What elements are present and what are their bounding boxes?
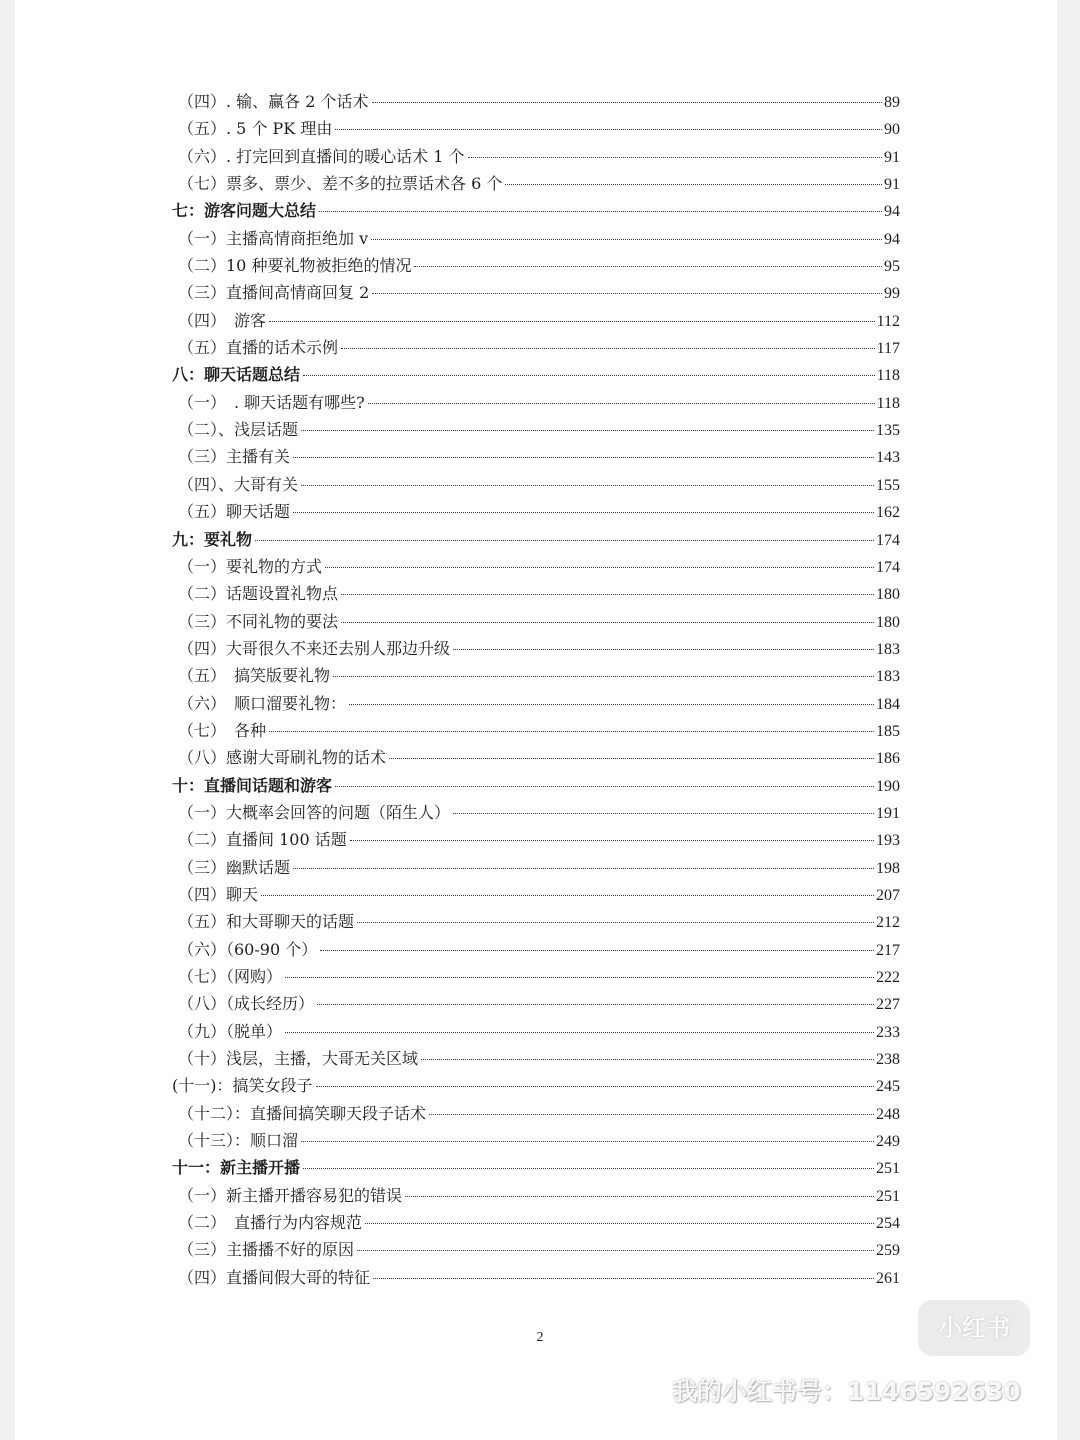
toc-entry-title: （七） 各种: [178, 720, 267, 740]
toc-entry[interactable]: [172, 1072, 900, 1099]
dot-leader: [468, 157, 882, 158]
toc-entry-page: 185: [876, 722, 900, 740]
toc-entry[interactable]: [172, 963, 900, 990]
dot-leader: [255, 540, 874, 541]
dot-leader: [505, 184, 882, 185]
toc-entry[interactable]: [172, 936, 900, 963]
toc-entry-page: 193: [876, 832, 900, 850]
toc-entry-page: 99: [884, 285, 900, 303]
xiaohongshu-logo: 小红书: [918, 1300, 1030, 1356]
toc-entry-title: （三）主播有关: [178, 447, 291, 467]
toc-entry[interactable]: [172, 553, 900, 580]
toc-entry[interactable]: [172, 662, 900, 689]
dot-leader: [293, 512, 874, 513]
toc-entry-page: 118: [876, 394, 900, 412]
toc-entry-title: （八）感谢大哥刷礼物的话术: [178, 748, 387, 768]
toc-entry-page: 259: [876, 1242, 900, 1260]
toc-entry[interactable]: [172, 1127, 900, 1154]
toc-entry-page: 162: [876, 504, 900, 522]
toc-entry[interactable]: [172, 908, 900, 935]
toc-entry-page: 249: [876, 1133, 900, 1151]
toc-entry-page: 180: [876, 613, 900, 631]
dot-leader: [357, 922, 874, 923]
dot-leader: [301, 1141, 874, 1142]
toc-entry-title: (十一)：搞笑女段子: [172, 1076, 313, 1096]
dot-leader: [373, 1278, 874, 1279]
dot-leader: [285, 977, 874, 978]
toc-entry[interactable]: [172, 416, 900, 443]
toc-entry-title: （六）. 打完回到直播间的暖心话术 1 个: [178, 146, 465, 166]
toc-entry[interactable]: [172, 990, 900, 1017]
toc-entry[interactable]: [172, 690, 900, 717]
dot-leader: [269, 321, 875, 322]
toc-entry-title: （七）（网购）: [178, 967, 283, 986]
dot-leader: [269, 731, 874, 732]
table-of-contents: [172, 88, 900, 1291]
dot-leader: [317, 1004, 874, 1005]
toc-entry[interactable]: [172, 225, 900, 252]
dot-leader: [429, 1114, 874, 1115]
toc-entry[interactable]: [172, 1236, 900, 1263]
toc-section-heading[interactable]: [172, 1154, 900, 1181]
page-number: 2: [536, 1330, 544, 1345]
toc-entry-page: 227: [876, 996, 900, 1014]
toc-entry-page: 245: [876, 1078, 900, 1096]
toc-entry-page: 180: [876, 586, 900, 604]
toc-entry-page: 90: [884, 121, 900, 139]
toc-entry-page: 155: [876, 476, 900, 494]
toc-entry[interactable]: [172, 252, 900, 279]
dot-leader: [341, 348, 875, 349]
dot-leader: [405, 1196, 874, 1197]
toc-entry[interactable]: [172, 279, 900, 306]
toc-entry-title: （四）直播间假大哥的特征: [178, 1267, 371, 1287]
toc-entry[interactable]: [172, 608, 900, 635]
toc-entry-page: 135: [876, 422, 900, 440]
toc-entry-title: （五） 搞笑版要礼物: [178, 666, 331, 686]
dot-leader: [365, 1223, 874, 1224]
dot-leader: [293, 457, 874, 458]
dot-leader: [320, 950, 874, 951]
dot-leader: [453, 649, 874, 650]
toc-entry[interactable]: [172, 443, 900, 470]
dot-leader: [350, 840, 874, 841]
toc-entry-title: （六）（60-90 个）: [178, 939, 318, 959]
toc-section-heading[interactable]: [172, 526, 900, 553]
toc-entry-page: 251: [876, 1160, 900, 1178]
toc-entry[interactable]: [172, 717, 900, 744]
dot-leader: [368, 403, 875, 404]
toc-entry[interactable]: [172, 143, 900, 170]
toc-entry-title: （四）、大哥有关: [178, 474, 299, 494]
dot-leader: [325, 567, 874, 568]
dot-leader: [293, 868, 874, 869]
dot-leader: [389, 758, 874, 759]
toc-section-heading[interactable]: [172, 361, 900, 388]
toc-entry-title: （九）（脱单）: [178, 1021, 283, 1041]
dot-leader: [335, 129, 882, 130]
toc-entry[interactable]: [172, 471, 900, 498]
toc-entry-title: （七）票多、票少、差不多的拉票话术各 6 个: [178, 174, 503, 194]
toc-entry-page: 198: [876, 859, 900, 877]
toc-entry-page: 184: [876, 695, 900, 713]
toc-entry[interactable]: [172, 580, 900, 607]
toc-entry[interactable]: [172, 334, 900, 361]
dot-leader: [303, 1168, 874, 1169]
toc-entry-title: （五）直播的话术示例: [178, 338, 339, 358]
toc-entry[interactable]: [172, 498, 900, 525]
toc-entry[interactable]: [172, 307, 900, 334]
dot-leader: [371, 239, 882, 240]
dot-leader: [372, 293, 882, 294]
toc-entry-page: 112: [876, 312, 900, 330]
toc-entry-page: 174: [876, 558, 900, 576]
toc-entry-title: 十：直播间话题和游客: [172, 775, 333, 795]
toc-entry-page: 212: [876, 914, 900, 932]
toc-entry-page: 233: [876, 1023, 900, 1041]
toc-entry-title: （一）主播高情商拒绝加 v: [178, 228, 369, 248]
toc-entry-title: （四）. 输、赢各 2 个话术: [178, 92, 369, 111]
toc-entry-page: 222: [876, 969, 900, 986]
toc-entry-title: （五）和大哥聊天的话题: [178, 912, 355, 932]
toc-entry-title: 十一：新主播开播: [172, 1158, 301, 1178]
toc-entry-page: 94: [884, 203, 900, 221]
toc-section-heading[interactable]: [172, 772, 900, 799]
toc-entry-title: （一） . 聊天话题有哪些?: [178, 392, 365, 412]
dot-leader: [319, 211, 882, 212]
toc-entry-title: （五）聊天话题: [178, 502, 291, 522]
toc-entry[interactable]: [172, 88, 900, 115]
toc-entry-title: （一）大概率会回答的问题（陌生人）: [178, 802, 451, 822]
toc-entry-title: （十）浅层，主播，大哥无关区域: [178, 1049, 419, 1069]
toc-entry-page: 94: [884, 230, 900, 248]
toc-entry-page: 89: [884, 94, 900, 111]
toc-entry-page: 95: [884, 258, 900, 276]
toc-entry-title: 九：要礼物: [172, 529, 253, 549]
toc-entry-title: （五）. 5 个 PK 理由: [178, 119, 333, 139]
toc-entry-title: （十二）：直播间搞笑聊天段子话术: [178, 1103, 427, 1123]
dot-leader: [303, 375, 875, 376]
toc-entry-title: （一）新主播开播容易犯的错误: [178, 1185, 403, 1205]
dot-leader: [414, 266, 882, 267]
toc-entry[interactable]: [172, 1182, 900, 1209]
toc-entry[interactable]: [172, 854, 900, 881]
toc-entry[interactable]: [172, 1018, 900, 1045]
toc-entry-title: （四）大哥很久不来还去别人那边升级: [178, 638, 451, 658]
dot-leader: [316, 1086, 875, 1087]
toc-entry-page: 117: [876, 340, 900, 358]
dot-leader: [349, 704, 874, 705]
toc-entry-page: 91: [884, 176, 900, 194]
toc-entry-page: 174: [876, 531, 900, 549]
toc-entry[interactable]: [172, 115, 900, 142]
toc-entry[interactable]: [172, 1264, 900, 1291]
toc-entry-page: 217: [876, 941, 900, 959]
toc-entry-page: 207: [876, 886, 900, 904]
toc-entry-title: （二） 直播行为内容规范: [178, 1213, 363, 1233]
dot-leader: [357, 1250, 874, 1251]
toc-entry-title: （三）直播间高情商回复 2: [178, 283, 370, 303]
dot-leader: [301, 485, 874, 486]
dot-leader: [421, 1059, 874, 1060]
toc-entry-title: 七：游客问题大总结: [172, 201, 317, 221]
account-watermark: 我的小红书号：1146592630: [672, 1377, 1021, 1406]
toc-entry-title: （二）10 种要礼物被拒绝的情况: [178, 256, 412, 276]
toc-entry[interactable]: [172, 389, 900, 416]
toc-entry-page: 238: [876, 1051, 900, 1069]
toc-section-heading[interactable]: [172, 197, 900, 224]
dot-leader: [453, 813, 874, 814]
dot-leader: [333, 676, 874, 677]
dot-leader: [301, 430, 874, 431]
toc-entry-page: 261: [876, 1269, 900, 1287]
toc-entry-title: （二）话题设置礼物点: [178, 584, 339, 604]
toc-entry-title: （三）不同礼物的要法: [178, 611, 339, 631]
dot-leader: [261, 895, 874, 896]
toc-entry[interactable]: [172, 881, 900, 908]
toc-entry-page: 254: [876, 1215, 900, 1233]
toc-entry[interactable]: [172, 799, 900, 826]
toc-entry[interactable]: [172, 635, 900, 662]
dot-leader: [341, 594, 874, 595]
toc-entry[interactable]: [172, 826, 900, 853]
toc-entry[interactable]: [172, 1045, 900, 1072]
toc-entry-page: 248: [876, 1105, 900, 1123]
toc-entry[interactable]: [172, 1209, 900, 1236]
dot-leader: [372, 102, 882, 103]
toc-entry-title: （四） 游客: [178, 310, 267, 330]
toc-entry-title: （二）、浅层话题: [178, 420, 299, 440]
toc-entry-page: 191: [876, 804, 900, 822]
toc-entry-title: （十三）：顺口溜: [178, 1131, 299, 1151]
toc-entry-page: 183: [876, 640, 900, 658]
toc-entry-title: （三）幽默话题: [178, 857, 291, 877]
toc-entry-title: （八）（成长经历）: [178, 994, 315, 1014]
toc-entry[interactable]: [172, 1100, 900, 1127]
toc-entry-title: （一）要礼物的方式: [178, 556, 323, 576]
toc-entry-title: （三）主播播不好的原因: [178, 1240, 355, 1260]
toc-entry-title: （二）直播间 100 话题: [178, 830, 347, 850]
toc-entry-page: 143: [876, 449, 900, 467]
toc-entry-page: 118: [876, 367, 900, 385]
toc-entry-title: （四）聊天: [178, 884, 259, 904]
toc-entry-title: 八：聊天话题总结: [172, 365, 301, 385]
toc-entry-page: 190: [876, 777, 900, 795]
dot-leader: [285, 1032, 874, 1033]
toc-entry-page: 91: [884, 148, 900, 166]
toc-entry-page: 251: [876, 1187, 900, 1205]
toc-entry-page: 183: [876, 668, 900, 686]
dot-leader: [341, 622, 874, 623]
toc-entry-page: 186: [876, 750, 900, 768]
dot-leader: [335, 786, 874, 787]
toc-entry[interactable]: [172, 170, 900, 197]
toc-entry-title: （六） 顺口溜要礼物：: [178, 693, 347, 713]
toc-entry[interactable]: [172, 744, 900, 771]
